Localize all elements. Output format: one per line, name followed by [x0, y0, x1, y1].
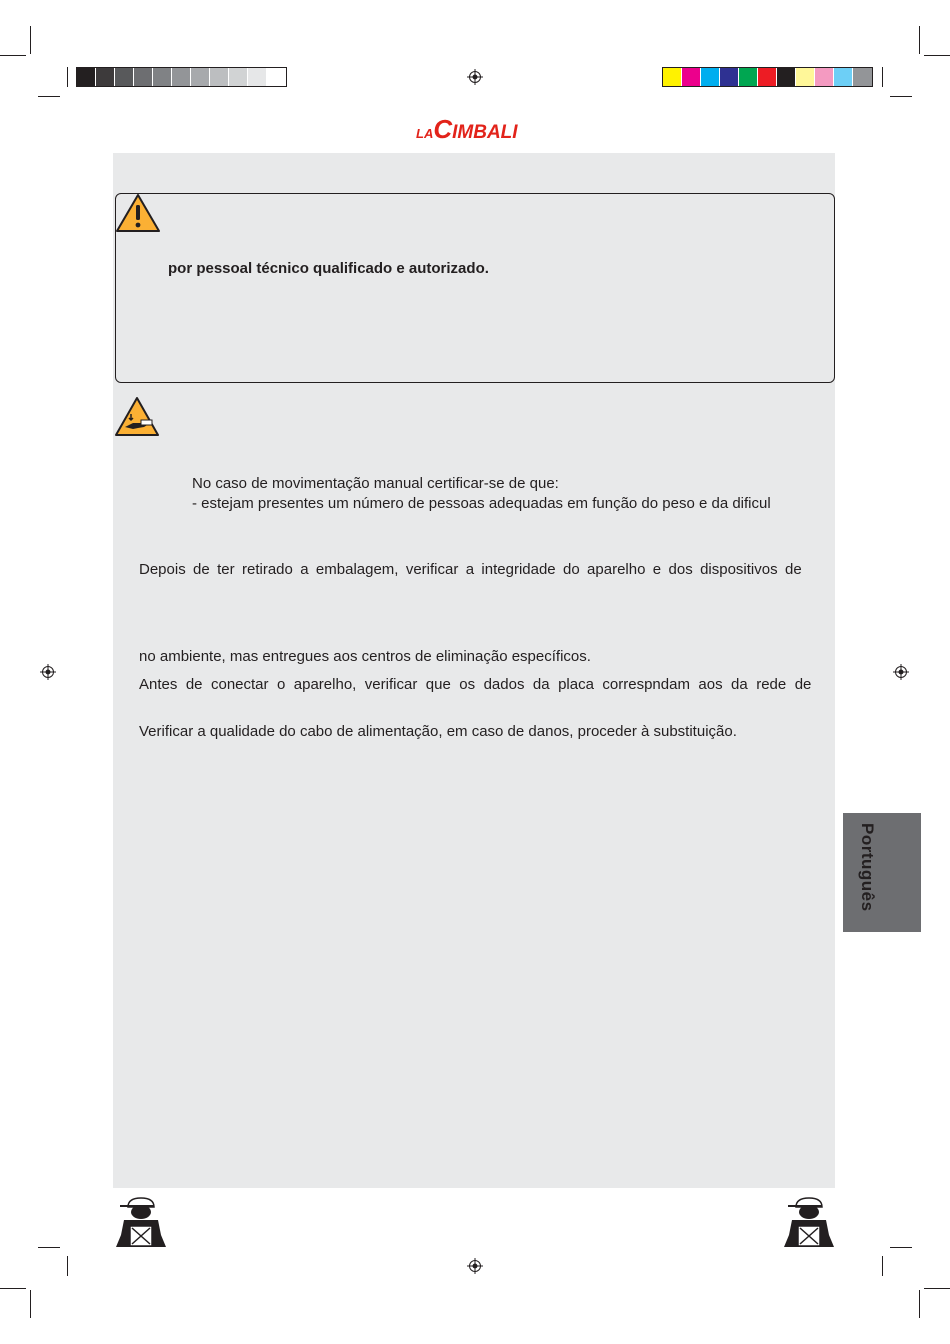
crop-mark	[890, 1247, 912, 1248]
crop-mark	[919, 1290, 920, 1318]
warning-triangle-icon	[115, 193, 161, 233]
color-swatch	[834, 68, 853, 86]
logo-rest: IMBALI	[452, 122, 518, 143]
crop-mark	[30, 1290, 31, 1318]
technician-icon	[114, 1195, 168, 1249]
crop-mark	[38, 96, 60, 97]
color-swatch	[153, 68, 172, 86]
color-swatch	[815, 68, 834, 86]
color-swatch	[720, 68, 739, 86]
crop-mark	[882, 67, 883, 87]
paragraph-connection: Antes de conectar o aparelho, verificar que os dados da placa correspndam aos da rede de	[139, 676, 812, 693]
crop-mark	[924, 55, 950, 56]
color-swatch	[758, 68, 777, 86]
crop-mark	[30, 26, 31, 54]
handling-line-1: No caso de movimentação manual certificar-se de que:	[192, 475, 559, 492]
color-swatch	[701, 68, 720, 86]
brand-logo	[416, 114, 518, 145]
color-swatch	[210, 68, 229, 86]
color-calibration-bar	[662, 67, 873, 87]
crop-mark	[0, 1288, 26, 1289]
color-swatch	[777, 68, 796, 86]
crop-mark	[924, 1288, 950, 1289]
logo-c: C	[433, 114, 453, 144]
warning-text: por pessoal técnico qualificado e autorizado.	[168, 260, 489, 277]
language-tab	[843, 813, 921, 932]
crop-mark	[67, 67, 68, 87]
logo-la: LA	[416, 126, 434, 141]
registration-mark-icon	[40, 664, 56, 680]
color-swatch	[248, 68, 267, 86]
warning-box	[115, 193, 835, 383]
paragraph-disposal: no ambiente, mas entregues aos centros de eliminação específicos.	[139, 648, 591, 665]
crop-mark	[882, 1256, 883, 1276]
color-swatch	[229, 68, 248, 86]
crop-mark	[890, 96, 912, 97]
registration-mark-icon	[467, 69, 483, 85]
color-swatch	[191, 68, 210, 86]
color-swatch	[663, 68, 682, 86]
color-swatch	[267, 68, 286, 86]
color-swatch	[134, 68, 153, 86]
color-swatch	[115, 68, 134, 86]
color-swatch	[77, 68, 96, 86]
color-swatch	[96, 68, 115, 86]
registration-mark-icon	[467, 1258, 483, 1274]
handling-line-2: - estejam presentes um número de pessoas adequadas em função do peso e da dificul	[192, 495, 771, 512]
color-swatch	[853, 68, 872, 86]
color-swatch	[739, 68, 758, 86]
crop-mark	[919, 26, 920, 54]
color-swatch	[172, 68, 191, 86]
paragraph-unpacking: Depois de ter retirado a embalagem, verificar a integridade do aparelho e dos dispositivos de	[139, 561, 802, 578]
crop-mark	[38, 1247, 60, 1248]
language-tab-label: Português	[858, 823, 877, 912]
color-swatch	[682, 68, 701, 86]
registration-mark-icon	[893, 664, 909, 680]
grayscale-calibration-bar	[76, 67, 287, 87]
paragraph-cable: Verificar a qualidade do cabo de alimentação, em caso de danos, proceder à substituição.	[139, 723, 737, 740]
color-swatch	[796, 68, 815, 86]
hand-crush-hazard-icon	[114, 396, 160, 437]
crop-mark	[67, 1256, 68, 1276]
technician-icon	[782, 1195, 836, 1249]
crop-mark	[0, 55, 26, 56]
